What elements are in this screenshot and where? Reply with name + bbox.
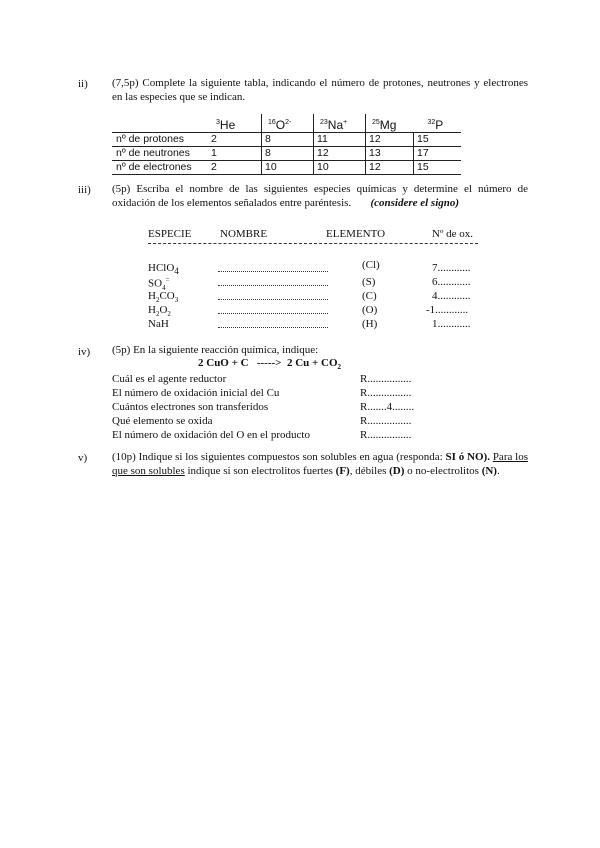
header-especie: ESPECIE (148, 228, 192, 240)
blank-header (112, 114, 208, 133)
section-ii-number: ii) (78, 78, 88, 90)
question-item: El número de oxidación inicial del Cu (112, 387, 280, 399)
species-header: $^{25}$Mg (366, 114, 414, 133)
table-cell: 1 (208, 147, 262, 161)
name-blank (218, 304, 328, 314)
row-label: nº de neutrones (112, 147, 208, 161)
species-header: $^{23}$Na+ (314, 114, 366, 133)
table-row (112, 133, 461, 147)
table-cell: 15 (414, 161, 462, 175)
element-label: (S) (362, 276, 376, 288)
element-label: (C) (362, 290, 377, 302)
species-header: $^{32}$P (427, 118, 444, 132)
table-cell: 12 (366, 161, 414, 175)
section-iv-instructions: En la siguiente reacción química, indique: (133, 344, 319, 356)
row-label: nº de protones (112, 133, 208, 147)
section-ii-text (112, 76, 528, 104)
oxidation-answer: 6............ (432, 276, 471, 288)
table-cell: 2 (208, 161, 262, 175)
answer-blank: R................ (360, 373, 412, 385)
table-cell: 15 (414, 133, 462, 147)
section-iii-note: (considere el signo) (370, 197, 460, 209)
answer-blank: R.......4........ (360, 401, 415, 413)
oxidation-answer: 1............ (432, 318, 471, 330)
table-cell: 8 (262, 147, 314, 161)
table-cell: 12 (366, 133, 414, 147)
question-item: Cuántos electrones son transferidos (112, 401, 269, 413)
oxidation-answer: 4............ (432, 290, 471, 302)
species-formula: $H_2O_2$ (148, 304, 171, 319)
section-iii-instructions: Escriba el nombre de las siguientes especies químicas y determine el número de oxidación de los elementos señalados entre paréntesis. (112, 183, 528, 209)
oxidation-answer: -1............ (426, 304, 469, 316)
table-cell: 10 (314, 161, 366, 175)
header-elemento: ELEMENTO (326, 228, 386, 240)
table-row (112, 161, 461, 175)
element-label: (O) (362, 304, 378, 316)
reaction-equation: 2 CuO + C -----> 2 $Cu + CO_2$ (198, 357, 342, 372)
header-divider (148, 243, 478, 244)
section-v-end: . (496, 465, 500, 477)
element-label: (H) (362, 318, 378, 330)
table-cell: 17 (414, 147, 462, 161)
species-header: $^{16}O^{2-}$ (262, 114, 314, 133)
section-iv-points: (5p) (112, 344, 131, 356)
section-iii-text (112, 182, 528, 210)
answer-blank: R................ (360, 387, 412, 399)
oxidation-answer: 7............ (432, 262, 471, 274)
soluble-underlined: Para los que son solubles (112, 451, 529, 477)
species-formula: NaH (148, 318, 169, 330)
section-iv-text (112, 344, 318, 356)
section-v-instructions-d: o no-electrolitos (407, 465, 479, 477)
table-cell: 12 (314, 147, 366, 161)
header-nombre: NOMBRE (220, 228, 268, 240)
row-label: nº de electrones (112, 161, 208, 175)
section-v-instructions-b: indique si son electrolitos fuertes (187, 465, 333, 477)
species-header: $^3$He (216, 118, 236, 132)
table-cell: 8 (262, 133, 314, 147)
section-iv-number: iv) (78, 346, 91, 358)
table-cell: 11 (314, 133, 366, 147)
section-v-number: v) (78, 452, 88, 464)
name-blank (218, 262, 328, 272)
table-row (112, 147, 461, 161)
species-formula: $H_2CO_3$ (148, 290, 179, 305)
name-blank (218, 276, 328, 286)
element-label: (Cl) (362, 259, 380, 271)
table-cell: 13 (366, 147, 414, 161)
n-label: (N) (481, 465, 497, 477)
table-cell: 2 (208, 133, 262, 147)
particles-table (112, 114, 461, 175)
name-blank (218, 318, 328, 328)
name-blank (218, 290, 328, 300)
section-iii-number: iii) (78, 184, 91, 196)
section-v-points: (10p) (112, 451, 136, 463)
question-item: El número de oxidación del O en el producto (112, 429, 310, 441)
section-v-instructions-c: , débiles (349, 465, 387, 477)
d-label: (D) (389, 465, 405, 477)
f-label: (F) (335, 465, 350, 477)
si-no-label: SI ó NO). (445, 451, 490, 463)
section-iii-points: (5p) (112, 183, 131, 195)
species-formula: HClO$_4$ (148, 262, 179, 277)
question-item: Qué elemento se oxida (112, 415, 213, 427)
section-v-instructions: Indique si los siguientes compuestos son solubles en agua (responda: (138, 451, 443, 463)
section-ii-points: (7,5p) (112, 77, 139, 89)
section-v-text (112, 450, 528, 478)
species-header-row (112, 114, 461, 133)
table-cell: 10 (262, 161, 314, 175)
header-nox: Nº de ox. (432, 228, 473, 240)
question-item: Cuál es el agente reductor (112, 373, 227, 385)
answer-blank: R................ (360, 429, 412, 441)
answer-blank: R................ (360, 415, 412, 427)
species-formula: $SO_4^=$ (148, 276, 170, 292)
section-ii-instructions: Complete la siguiente tabla, indicando el número de protones, neutrones y electrones en las especies que se indican. (112, 77, 528, 103)
